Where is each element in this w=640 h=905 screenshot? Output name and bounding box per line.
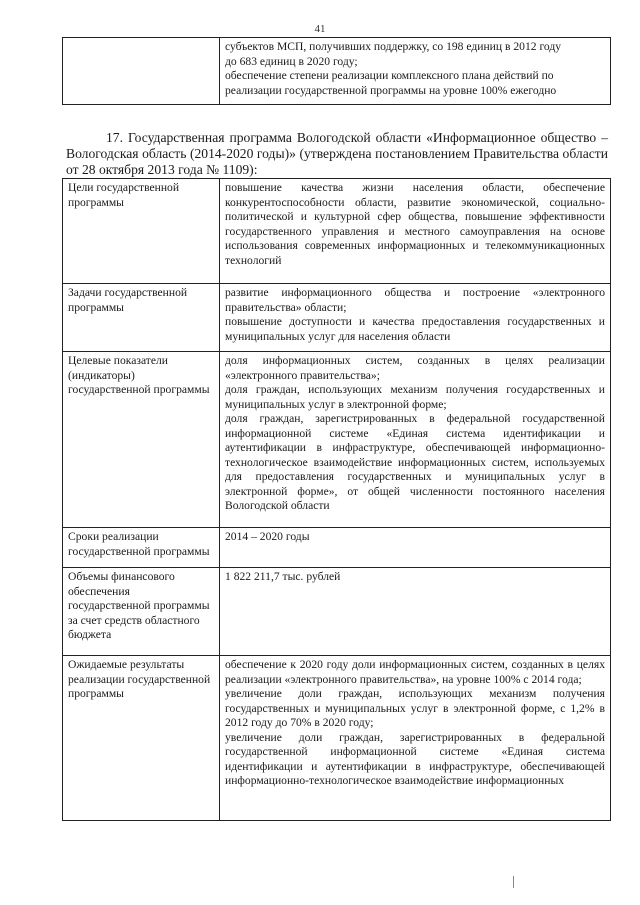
row-value-line: увеличение доли граждан, зарегистрированных в федеральной государственной информационной системе «Единая система идентификации и аутентификации в инфраструктуре, обеспечивающей информационно-технологическое взаимодействие информационных xyxy=(225,730,605,787)
row-value xyxy=(220,179,611,284)
row-value-line: развитие информационного общества и построение «электронного правительства» области; xyxy=(225,286,605,314)
table-row xyxy=(63,656,611,821)
row-label: Цели государственной программы xyxy=(63,179,220,284)
table-row xyxy=(63,568,611,656)
row-value-line: 1 822 211,7 тыс. рублей xyxy=(225,570,341,583)
row-value xyxy=(220,352,611,528)
row-value-line: доля информационных систем, созданных в целях реализации «электронного правительства»; xyxy=(225,354,605,382)
row-value-line: повышение качества жизни населения области, обеспечение конкурентоспособности области, развитие экономической, социально-политической и культурной сфер общества, повышение эффективности государственного управления и местного самоуправления на основе использования современных информационных и телекоммуникационных технологий xyxy=(225,181,605,267)
scan-mark xyxy=(513,876,514,888)
table-row xyxy=(63,284,611,352)
continuation-line: реализации государственной программы на уровне 100% ежегодно xyxy=(225,83,557,97)
row-value xyxy=(220,656,611,821)
row-value-line: обеспечение к 2020 году доли информационных систем, созданных в целях реализации «электронного правительства», на уровне 100% с 2014 года; xyxy=(225,658,605,686)
continuation-table xyxy=(62,37,611,105)
continuation-value-cell xyxy=(220,38,611,105)
row-value xyxy=(220,528,611,568)
row-value-line: увеличение доли граждан, использующих механизм получения государственных и муниципальных услуг в электронной форме, с 1,2% в 2012 году до 70% в 2020 году; xyxy=(225,687,605,729)
continuation-line: обеспечение степени реализации комплексного плана действий по xyxy=(225,69,554,82)
row-value xyxy=(220,284,611,352)
continuation-line: субъектов МСП, получивших поддержку, со 198 единиц в 2012 году xyxy=(225,40,562,53)
row-label: Сроки реализации государственной программы xyxy=(63,528,220,568)
table-row xyxy=(63,179,611,284)
row-value-line: повышение доступности и качества предоставления государственных и муниципальных услуг для населения области xyxy=(225,315,605,343)
table-row xyxy=(63,352,611,528)
row-label: Объемы финансового обеспечения государственной программы за счет средств областного бюджета xyxy=(63,568,220,656)
table-row xyxy=(63,38,611,105)
row-label: Ожидаемые результаты реализации государственной программы xyxy=(63,656,220,821)
section-heading: 17. Государственная программа Вологодской области «Информационное общество – Вологодская область (2014-2020 годы)» (утверждена постановлением Правительства области от 28 октября 2013 года № 1109): xyxy=(66,130,608,178)
row-label: Задачи государственной программы xyxy=(63,284,220,352)
row-value-line: 2014 – 2020 годы xyxy=(225,530,310,543)
row-value-line: доля граждан, зарегистрированных в федеральной государственной информационной системе «Единая система идентификации и аутентификации в инфраструктуре, обеспечивающей информационно-технологическое взаимодействие информационных систем, используемых для предоставления государственных и муниципальных услуг в электронной форме», от общей численности постоянного населения Вологодской области xyxy=(225,412,605,512)
continuation-label-cell xyxy=(63,38,220,105)
table-row xyxy=(63,528,611,568)
row-label: Целевые показатели (индикаторы) государственной программы xyxy=(63,352,220,528)
row-value-line: доля граждан, использующих механизм получения государственных и муниципальных услуг в электронной форме; xyxy=(225,383,605,411)
continuation-line: до 683 единиц в 2020 году; xyxy=(225,54,358,68)
page-number: 41 xyxy=(314,23,326,35)
row-value xyxy=(220,568,611,656)
program-passport-table xyxy=(62,178,611,821)
